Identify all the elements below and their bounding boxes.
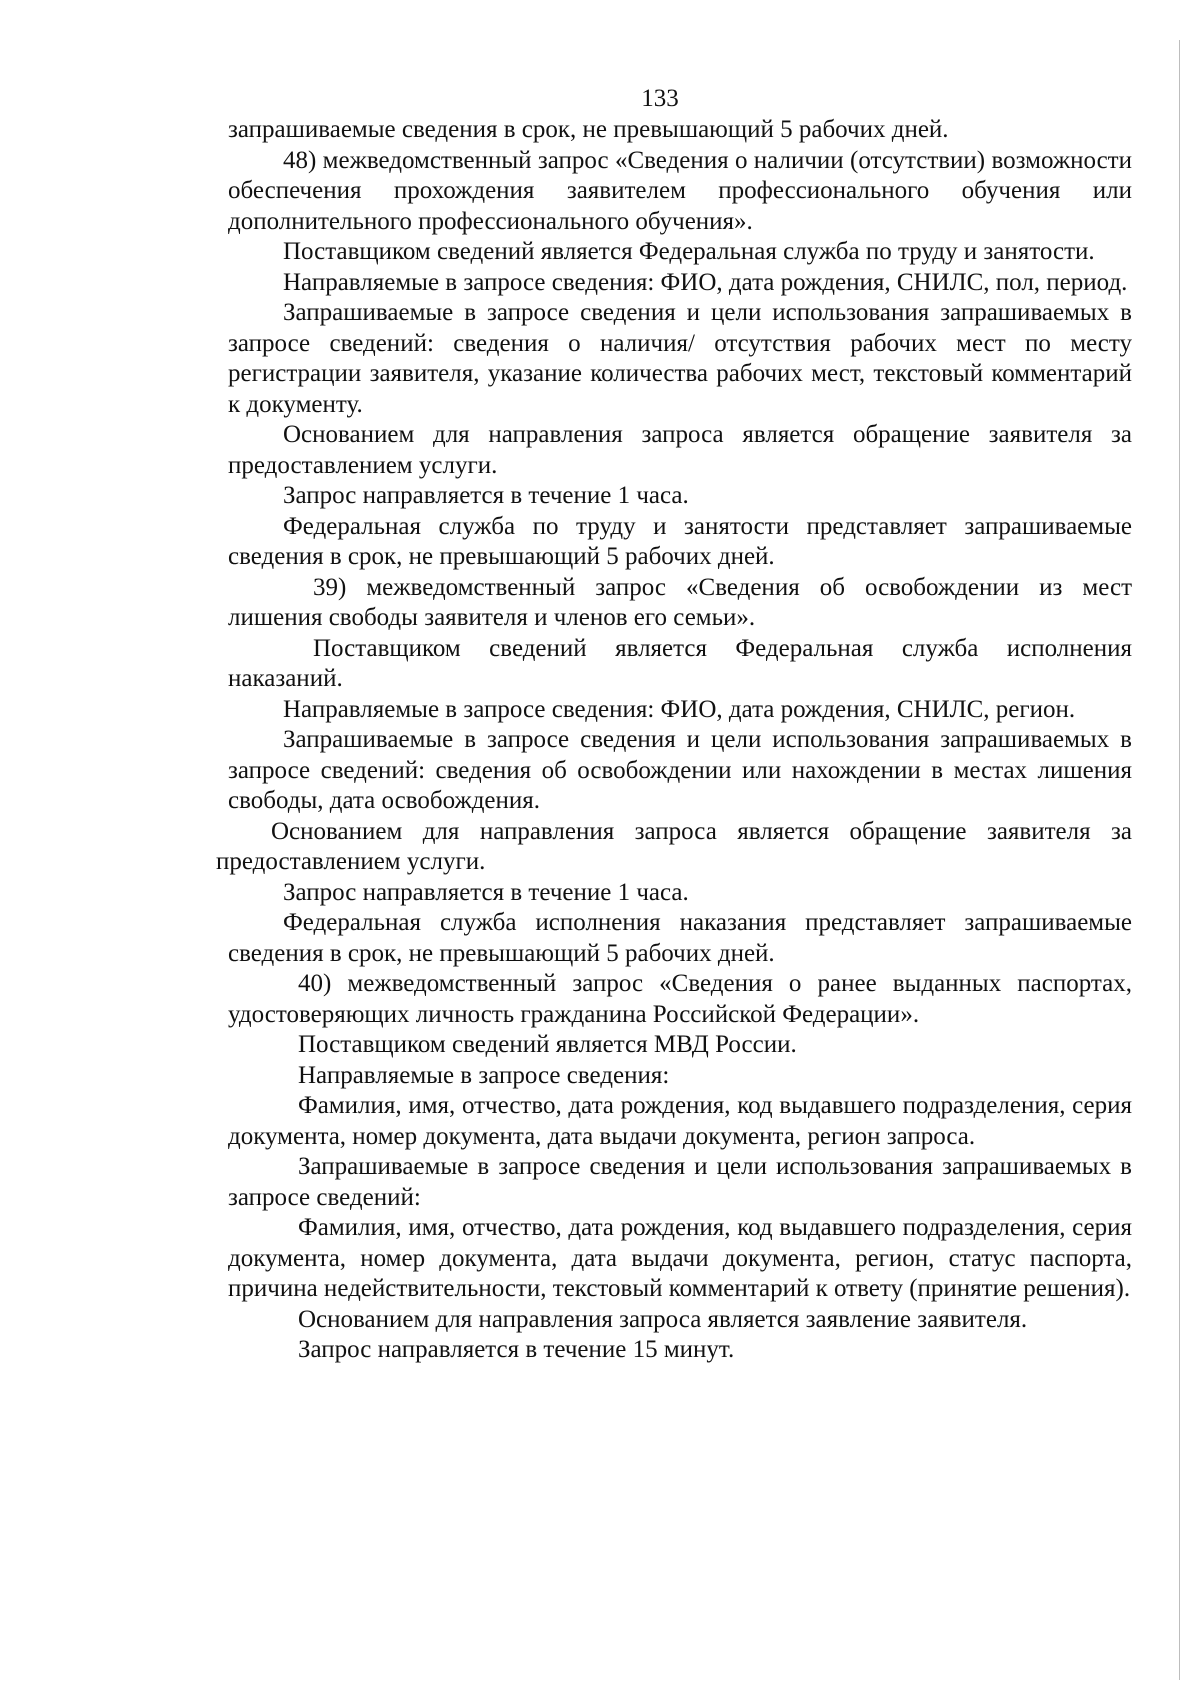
- page-number: 133: [641, 85, 679, 112]
- paragraph: Основанием для направления запроса является обращение заявителя за предоставлением услуги.: [228, 421, 1132, 479]
- paragraph: 39) межведомственный запрос «Сведения об освобождении из мест лишения свободы заявителя и членов его семьи».: [228, 573, 1132, 631]
- paragraph: Запрос направляется в течение 15 минут.: [298, 1336, 735, 1363]
- paragraph: Направляемые в запросе сведения: ФИО, дата рождения, СНИЛС, регион.: [283, 695, 1076, 723]
- paragraph: Федеральная служба по труду и занятости представляет запрашиваемые сведения в срок, не превышающий 5 рабочих дней.: [228, 512, 1132, 570]
- paragraph: 40) межведомственный запрос «Сведения о ранее выданных паспортах, удостоверяющих личность гражданина Российской Федерации».: [228, 970, 1132, 1028]
- paragraph: Фамилия, имя, отчество, дата рождения, код выдавшего подразделения, серия документа, номер документа, дата выдачи документа, регион, статус паспорта, причина недействительности, текстовый комментарий к ответу (принятие решения).: [228, 1214, 1132, 1302]
- paragraph: Поставщиком сведений является Федеральная служба по труду и занятости.: [283, 238, 1095, 265]
- paragraph: Запрос направляется в течение 1 часа.: [283, 482, 689, 509]
- paragraph: Поставщиком сведений является МВД России.: [298, 1031, 797, 1058]
- paragraph: Запрашиваемые в запросе сведения и цели использования запрашиваемых в запросе сведений:: [228, 1153, 1132, 1211]
- scan-edge-line: [1179, 40, 1180, 1680]
- paragraph: Федеральная служба исполнения наказания представляет запрашиваемые сведения в срок, не превышающий 5 рабочих дней.: [228, 909, 1132, 967]
- paragraph: Запрашиваемые в запросе сведения и цели использования запрашиваемых в запросе сведений: сведения об освобождении или нахождении в местах лишения свободы, дата освобождения.: [228, 726, 1132, 814]
- document-body: [216, 115, 1132, 1366]
- paragraph: запрашиваемые сведения в срок, не превышающий 5 рабочих дней.: [228, 116, 949, 143]
- paragraph: 48) межведомственный запрос «Сведения о наличии (отсутствии) возможности обеспечения прохождения заявителем профессионального обучения или дополнительного профессионального обучения».: [228, 146, 1132, 235]
- paragraph: Поставщиком сведений является Федеральная служба исполнения наказаний.: [228, 634, 1132, 692]
- paragraph: Направляемые в запросе сведения: ФИО, дата рождения, СНИЛС, пол, период.: [283, 268, 1128, 296]
- paragraph: Основанием для направления запроса является обращение заявителя за предоставлением услуги.: [216, 817, 1132, 875]
- paragraph: Основанием для направления запроса является заявление заявителя.: [298, 1305, 1028, 1333]
- paragraph: Запрос направляется в течение 1 часа.: [283, 878, 689, 906]
- paragraph: Направляемые в запросе сведения:: [298, 1061, 670, 1089]
- paragraph: Фамилия, имя, отчество, дата рождения, код выдавшего подразделения, серия документа, номер документа, дата выдачи документа, регион запроса.: [228, 1092, 1132, 1150]
- paragraph: Запрашиваемые в запросе сведения и цели использования запрашиваемых в запросе сведений: сведения о наличия/ отсутствия рабочих мест по месту регистрации заявителя, указание количества рабочих мест, текстовый комментарий к документу.: [228, 299, 1132, 418]
